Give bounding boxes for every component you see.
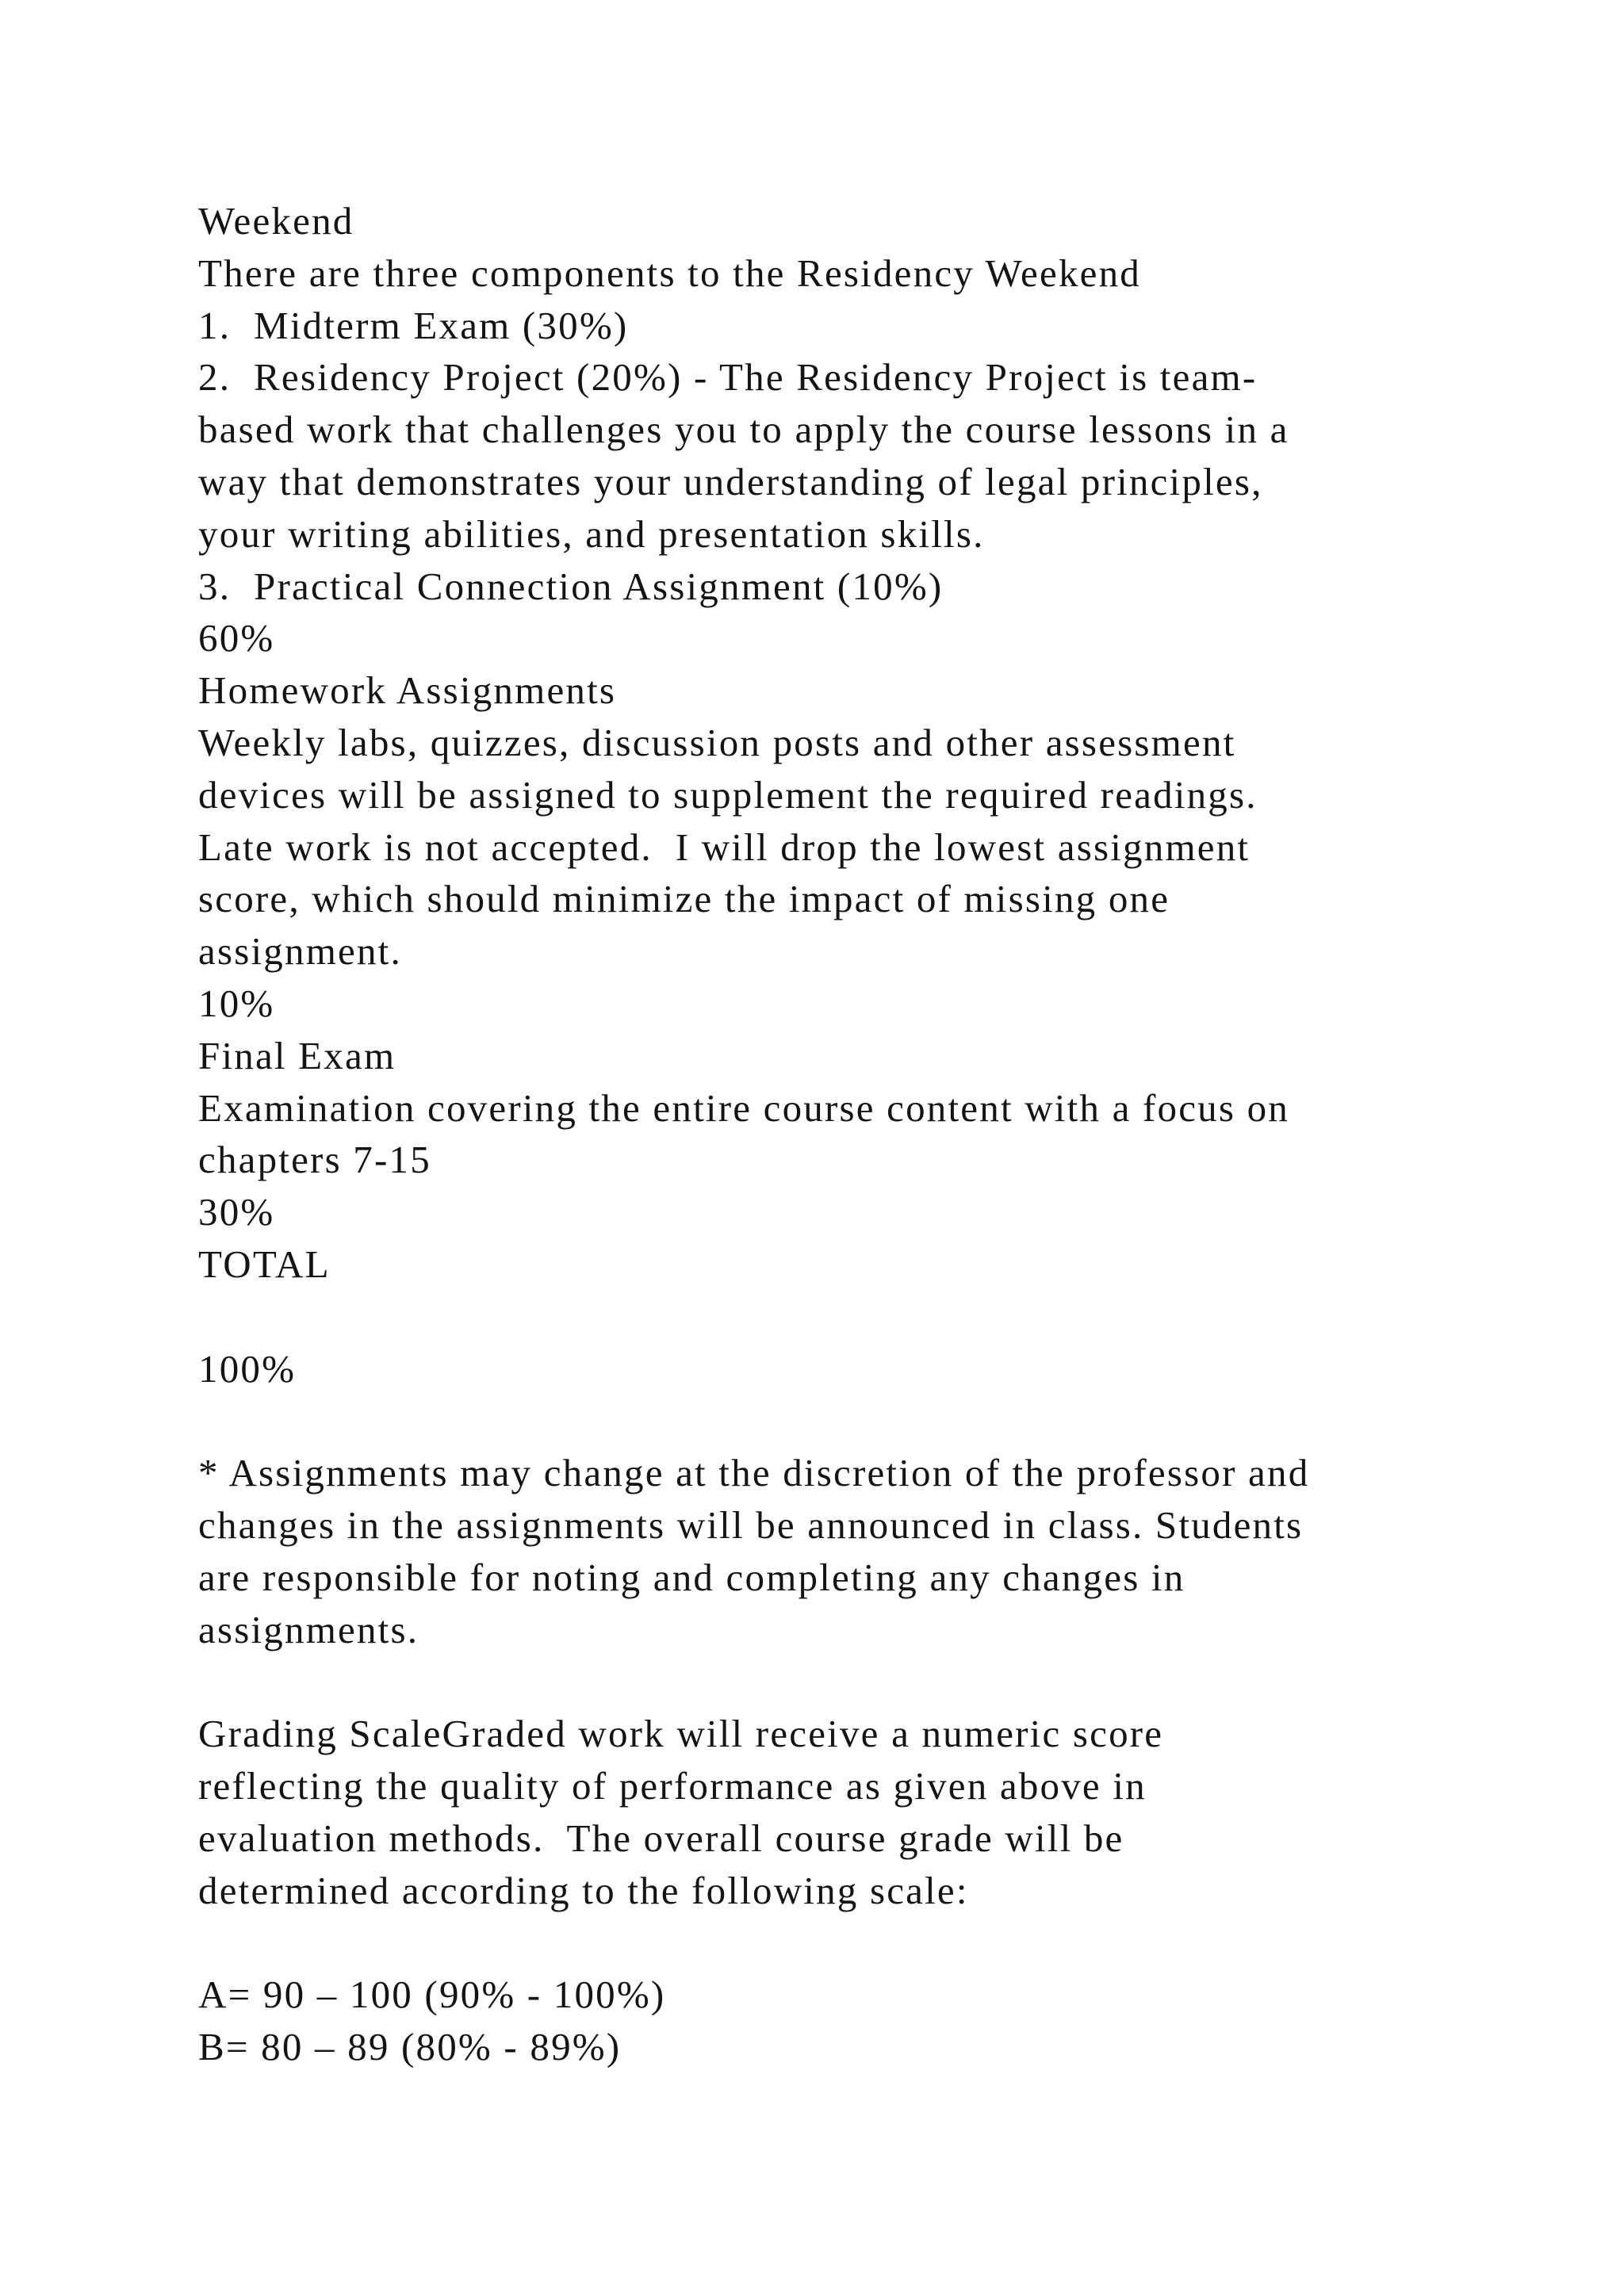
text-line: There are three components to the Residency Weekend [198,251,1142,295]
text-line: Examination covering the entire course content with a focus on [198,1085,1289,1130]
text-line: score, which should minimize the impact of missing one [198,877,1170,921]
text-line: Weekly labs, quizzes, discussion posts and other assessment [198,720,1236,764]
grade-a-range: A= 90 – 100 (90% - 100%) [198,1973,666,2017]
text-line: chapters 7-15 [198,1138,431,1182]
text-line: based work that challenges you to apply the course lessons in a [198,408,1289,452]
blank-line [198,1916,1483,1969]
grade-b-range: B= 80 – 89 (80% - 89%) [198,2024,622,2068]
total-label: TOTAL [198,1242,331,1286]
text-line: your writing abilities, and presentation skills. [198,511,985,556]
grading-scale-line: determined according to the following scale: [198,1868,969,1912]
blank-line [198,1655,1483,1708]
text-line: Late work is not accepted. I will drop the lowest assignment [198,825,1251,869]
text-line: devices will be assigned to supplement the required readings. [198,772,1258,817]
section-heading-homework: Homework Assignments [198,668,617,713]
list-item-residency-project: 2. Residency Project (20%) - The Residency Project is team- [198,355,1258,400]
list-item-practical-connection: 3. Practical Connection Assignment (10%) [198,564,944,608]
footnote-line: are responsible for noting and completing any changes in [198,1555,1185,1599]
document-body [198,195,1483,2073]
text-line: assignment. [198,929,402,974]
weight-residency: 60% [198,616,275,660]
grading-scale-line: reflecting the quality of performance as given above in [198,1763,1147,1808]
grading-scale-line: evaluation methods. The overall course grade will be [198,1816,1124,1860]
weight-final-exam: 30% [198,1190,275,1234]
text-line: way that demonstrates your understanding of legal principles, [198,459,1263,503]
total-value: 100% [198,1346,297,1391]
footnote-line: changes in the assignments will be announced in class. Students [198,1502,1304,1547]
text-line: Weekend [198,199,354,243]
blank-line [198,1291,1483,1343]
footnote-line: assignments. [198,1607,419,1651]
weight-homework: 10% [198,981,275,1025]
list-item-midterm-exam: 1. Midterm Exam (30%) [198,303,629,347]
footnote-line: * Assignments may change at the discretion of the professor and [198,1451,1310,1495]
section-heading-final-exam: Final Exam [198,1033,396,1077]
blank-line [198,1395,1483,1447]
grading-scale-line: Grading ScaleGraded work will receive a numeric score [198,1712,1164,1756]
